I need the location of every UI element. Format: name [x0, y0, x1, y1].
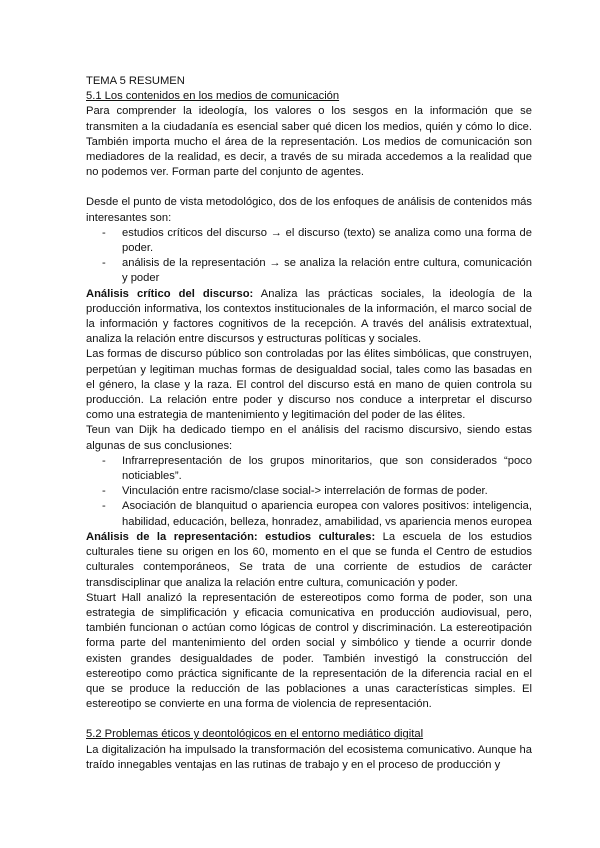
approaches-intro-paragraph: Desde el punto de vista metodológico, dos de los enfoques de análisis de contenidos más interesantes son:: [86, 196, 532, 224]
van-dijk-paragraph: Teun van Dijk ha dedicado tiempo en el análisis del racismo discursivo, siendo estas algunas de sus conclusiones:: [86, 424, 532, 452]
section-1-heading: 5.1 Los contenidos en los medios de comunicación: [86, 90, 340, 103]
section-1-intro-paragraph: Para comprender la ideología, los valores o los sesgos en la información que se transmiten a la ciudadanía es esencial saber qué dicen los medios, quién y cómo lo dice. También importa mucho el área de la representación. Los medios de comunicación son mediadores de la realidad, es decir, a través de su mirada accedemos a la realidad que no podemos ver. Forman parte del conjunto de agentes.: [86, 105, 532, 179]
section-2-intro-paragraph: La digitalización ha impulsado la transformación del ecosistema comunicativo. Aunque ha traído innegables ventajas en las rutinas de trabajo y en el proceso de producción y: [86, 743, 532, 771]
representation-text: La escuela de los estudios culturales tiene su origen en los 60, momento en el que se funda el Centro de estudios culturales contemporáneos, Se trata de una corriente de estudios de carácter transdisciplinar que analiza la relación entre cultura, comunicación y poder.: [86, 530, 532, 589]
representation-paragraph: [86, 530, 532, 591]
document-page: [86, 74, 532, 773]
acd-text: Analiza las prácticas sociales, la ideología de la producción informativa, los contextos institucionales de la información, el marco social de la información y factores cognitivos de la recepción. A través del análisis extratextual, analiza la relación entre discursos y estructuras políticas y sociales.: [86, 287, 532, 346]
list-item: - Vinculación entre racismo/clase social-> interrelación de formas de poder.: [102, 484, 532, 499]
list-item: - estudios críticos del discurso → el discurso (texto) se analiza como una forma de poder.: [102, 226, 532, 256]
representation-label: Análisis de la representación: estudios culturales:: [86, 530, 376, 543]
list-item: - análisis de la representación → se analiza la relación entre cultura, comunicación y poder: [102, 256, 532, 286]
list-item: - Asociación de blanquitud o apariencia europea con valores positivos: inteligencia, habilidad, educación, belleza, honradez, amabilidad, vs apariencia menos europea: [102, 499, 532, 529]
document-title: TEMA 5 RESUMEN: [86, 75, 185, 87]
spacer: [86, 712, 532, 727]
spacer: [86, 180, 532, 195]
acd-label: Análisis crítico del discurso:: [86, 287, 254, 300]
conclusions-list: [86, 454, 532, 530]
section-2-heading: 5.2 Problemas éticos y deontológicos en el entorno mediático digital: [86, 728, 424, 741]
stuart-hall-paragraph: Stuart Hall analizó la representación de estereotipos como forma de poder, son una estrategia de simplificación y eficacia comunicativa en producción audiovisual, pero, también funcionan o actúan como lógicas de control y discriminación. La estereotipación forma parte del mantenimiento del orden social y simbólico y tiende a ocurrir donde existen grandes desigualdades de poder. También investigó la construcción del estereotipo como práctica significante de la representación de la diferencia racial en el que se produce la reducción de las poblaciones a unas características simples. El estereotipo se convierte en una forma de violencia de representación.: [86, 591, 532, 711]
acd-paragraph: [86, 287, 532, 348]
approaches-list: [86, 226, 532, 287]
list-item: - Infrarrepresentación de los grupos minoritarios, que son considerados “poco noticiables”.: [102, 454, 532, 484]
discourse-control-paragraph: Las formas de discurso público son controladas por las élites simbólicas, que construyen, perpetúan y legitiman muchas formas de desigualdad social, tales como las basadas en el género, la clase y la raza. El control del discurso está en mano de quien controla su producción. La relación entre poder y discurso nos conduce a interpretar el discurso como una estrategia de mantenimiento y legitimación del poder de las élites.: [86, 348, 532, 422]
